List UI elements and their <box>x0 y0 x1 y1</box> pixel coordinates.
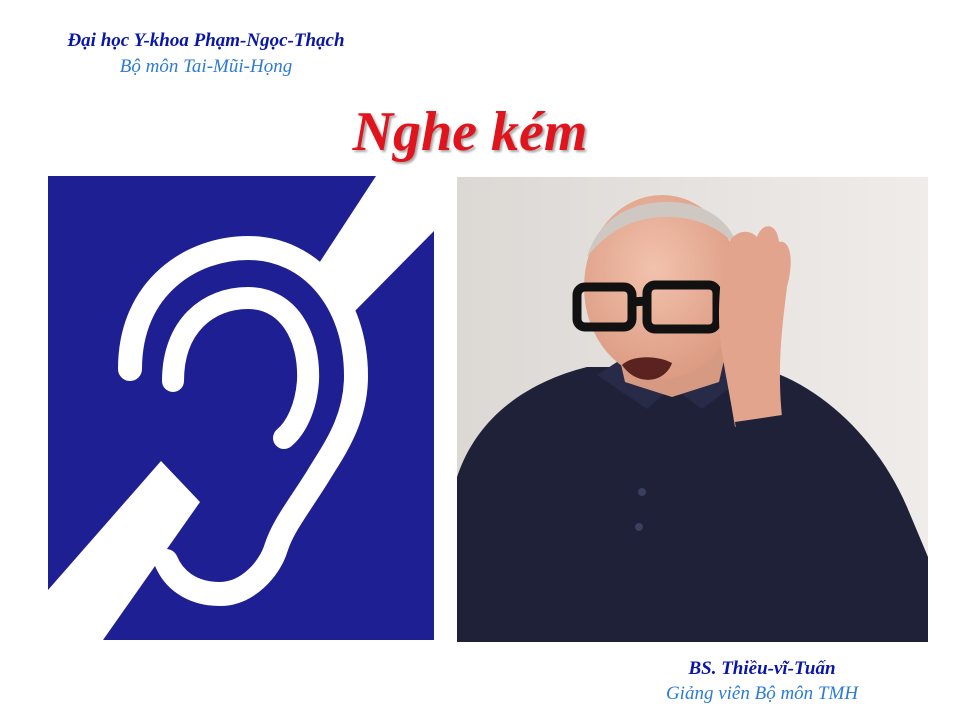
university-name: Đại học Y-khoa Phạm-Ngọc-Thạch <box>67 30 345 51</box>
slide-title: Nghe kém <box>352 101 588 163</box>
author-role: Giảng viên Bộ môn TMH <box>665 683 859 704</box>
department-name: Bộ môn Tai-Mũi-Họng <box>119 56 293 77</box>
shirt-button <box>635 523 643 531</box>
shirt-button <box>638 488 646 496</box>
elderly-man-cupping-ear-photo <box>457 177 928 642</box>
hearing-loss-symbol-icon <box>48 176 434 640</box>
author-block <box>612 656 912 706</box>
slide-header <box>0 28 412 80</box>
author-name: BS. Thiều-vĩ-Tuấn <box>688 658 836 679</box>
